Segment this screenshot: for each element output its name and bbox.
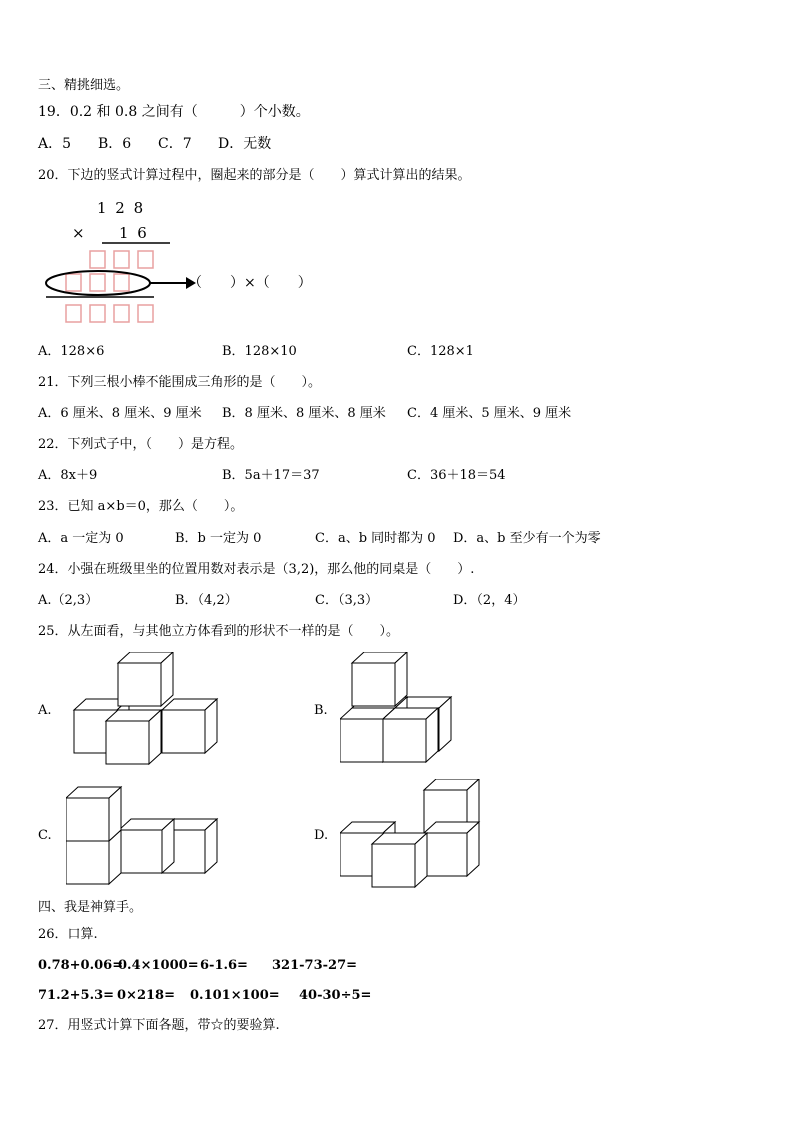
q26-expr-6: 0×218= xyxy=(117,988,175,1003)
q25-option-b-label: B. xyxy=(314,703,328,718)
q19-stem: 19．0.2 和 0.8 之间有（ ）个小数。 xyxy=(38,104,310,120)
q21-stem: 21．下列三根小棒不能围成三角形的是（ ）。 xyxy=(38,375,322,390)
q26-expr-7: 0.101×100= xyxy=(190,988,280,1003)
q19-option-b: B．6 xyxy=(98,136,132,152)
q21-option-a: A．6 厘米、8 厘米、9 厘米 xyxy=(38,406,202,421)
q23-option-b: B．b 一定为 0 xyxy=(175,531,262,546)
q26-expr-3: 6-1.6= xyxy=(200,958,248,973)
q22-option-a: A．8x＋9 xyxy=(38,468,98,483)
q25-option-d-label: D. xyxy=(314,828,329,843)
q26-stem: 26．口算. xyxy=(38,927,98,942)
q20-option-b: B．128×10 xyxy=(222,344,297,359)
q26-expr-4: 321-73-27= xyxy=(272,958,358,973)
q20-result-blank: （ ）×（ ） xyxy=(188,275,312,291)
q20-multiplier: 1 6 xyxy=(119,224,149,242)
q20-option-a: A．128×6 xyxy=(38,344,105,359)
q24-option-d: D．（2，4） xyxy=(453,593,526,608)
q25-stem: 25．从左面看，与其他立方体看到的形状不一样的是（ ）。 xyxy=(38,624,400,639)
section-3-title: 三、精挑细选。 xyxy=(38,78,130,93)
q20-multiplicand: 1 2 8 xyxy=(97,199,146,217)
q22-option-c: C．36＋18＝54 xyxy=(407,468,506,483)
section-4-title: 四、我是神算手。 xyxy=(38,900,143,915)
q24-option-c: C．（3,3） xyxy=(315,593,379,608)
q19-option-a: A．5 xyxy=(38,136,72,152)
q25-figure-d xyxy=(340,779,485,891)
q23-option-a: A．a 一定为 0 xyxy=(38,531,124,546)
q24-option-b: B．（4,2） xyxy=(175,593,238,608)
q21-option-b: B．8 厘米、8 厘米、8 厘米 xyxy=(222,406,386,421)
q25-figure-b xyxy=(340,652,460,770)
q20-option-c: C．128×1 xyxy=(407,344,474,359)
q25-figure-c xyxy=(66,783,226,888)
q21-option-c: C．4 厘米、5 厘米、9 厘米 xyxy=(407,406,572,421)
q20-times-sign: × xyxy=(72,224,85,242)
q23-option-c: C．a、b 同时都为 0 xyxy=(315,531,436,546)
q22-stem: 22．下列式子中，（ ）是方程。 xyxy=(38,437,244,452)
q24-stem: 24．小强在班级里坐的位置用数对表示是（3,2)，那么他的同桌是（ ）. xyxy=(38,562,475,577)
q23-option-d: D．a、b 至少有一个为零 xyxy=(453,531,601,546)
q20-stem: 20．下边的竖式计算过程中，圈起来的部分是（ ）算式计算出的结果。 xyxy=(38,168,471,183)
q23-stem: 23．已知 a×b＝0，那么（ ）。 xyxy=(38,499,244,514)
q25-figure-a xyxy=(70,652,225,770)
q26-expr-1: 0.78+0.06= xyxy=(38,958,124,973)
q25-option-c-label: C. xyxy=(38,828,52,843)
q26-expr-8: 40-30÷5= xyxy=(299,988,372,1003)
q19-option-c: C．7 xyxy=(158,136,192,152)
q24-option-a: A.（2,3） xyxy=(38,593,99,608)
q22-option-b: B．5a＋17＝37 xyxy=(222,468,320,483)
q27-stem: 27．用竖式计算下面各题，带☆的要验算. xyxy=(38,1018,280,1033)
q26-expr-2: 0.4×1000= xyxy=(118,958,199,973)
q25-option-a-label: A. xyxy=(38,703,52,718)
q26-expr-5: 71.2+5.3= xyxy=(38,988,115,1003)
q19-option-d: D．无数 xyxy=(218,136,272,152)
